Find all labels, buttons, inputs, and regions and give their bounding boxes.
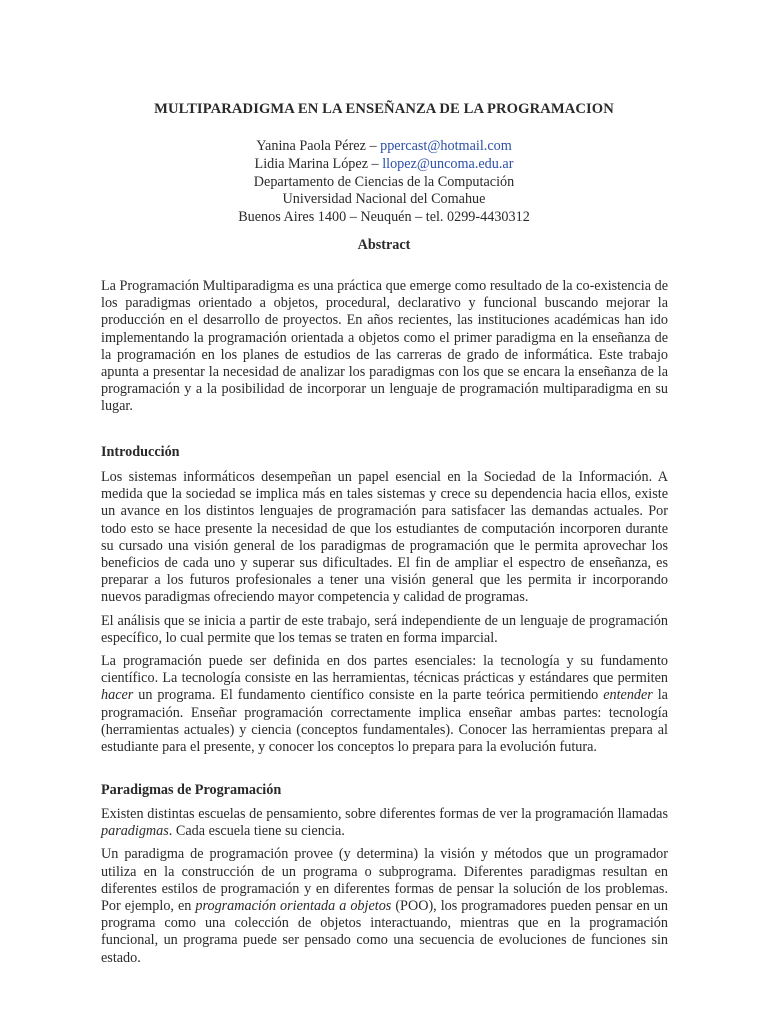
paragraph	[101, 806, 668, 840]
author-name: Yanina Paola Pérez –	[256, 138, 381, 154]
introduccion-section	[101, 469, 668, 756]
paragraph: Los sistemas informáticos desempeñan un papel esencial en la Sociedad de la Información. A medida que la sociedad se implica más en tales sistemas y crece su dependencia hacia ellos, existe un avance en los distintos lenguajes de programación para satisfacer las demandas actuales. Por todo esto se hace presente la necesidad de que los estudiantes de computación incorporen durante su cursado una visión general de los paradigmas de programación que le permita aprovechar los beneficios de cada uno y superar sus dificultades. El fin de ampliar el espectro de enseñanza, es preparar a los futuros profesionales a tener una visión general que les permita ir incorporando nuevos paradigmas ofreciendo mayor competencia y calidad de programas.	[101, 469, 668, 606]
text-run: la programación. Enseñar programación correctamente implica enseñar ambas partes: tecnología (herramientas actuales) y ciencia (conceptos fundamentales). Conocer las herramientas prepara al estudiante para el presente, y conocer los conceptos lo prepara para la evolución futura.	[101, 687, 668, 756]
author-email-link[interactable]: llopez@uncoma.edu.ar	[382, 155, 514, 172]
section-heading-introduccion: Introducción	[101, 444, 180, 460]
author-line	[0, 156, 768, 174]
text-run: . Cada escuela tiene su ciencia.	[168, 823, 345, 840]
paragraph	[101, 846, 668, 966]
author-email-link[interactable]: ppercast@hotmail.com	[380, 138, 512, 154]
paradigmas-section	[101, 806, 668, 967]
text-run: un programa. El fundamento científico consiste en la parte teórica permitiendo	[133, 687, 604, 704]
paragraph	[101, 653, 668, 756]
affiliation-university: Universidad Nacional del Comahue	[282, 191, 486, 208]
text-run: La programación puede ser definida en dos partes esenciales: la tecnología y su fundamento científico. La tecnología consiste en las herramientas, técnicas prácticas y estándares que permiten	[101, 653, 668, 687]
text-run: Un paradigma de programación provee (y determina) la visión y métodos que un programador utiliza en la construcción de un programa o subprograma. Diferentes paradigmas resultan en diferentes estilos de programación y en diferentes formas de pensar la solución de los problemas. Por ejemplo, en	[101, 846, 668, 915]
paragraph: El análisis que se inicia a partir de este trabajo, será independiente de un lenguaje de programación específico, lo cual permite que los temas se traten en forma imparcial.	[101, 612, 668, 646]
text-run: (POO), los programadores pueden pensar en un programa como una colección de objetos interactuando, mientras que en la programación funcional, un programa puede ser pensado como una secuencia de evoluciones de funciones sin estado.	[101, 898, 668, 966]
author-block	[0, 138, 768, 227]
emphasis-text: entender	[603, 687, 653, 704]
emphasis-text: paradigmas	[101, 823, 169, 840]
paper-title: MULTIPARADIGMA EN LA ENSEÑANZA DE LA PROGRAMACION	[154, 101, 614, 117]
abstract-heading: Abstract	[357, 237, 411, 253]
author-line	[0, 138, 768, 156]
abstract-paragraph: La Programación Multiparadigma es una práctica que emerge como resultado de la co-existencia de los paradigmas orientado a objetos, procedural, declarativo y funcional buscando mejorar la producción en el desarrollo de proyectos. En años recientes, las instituciones académicas han ido implementando la programación orientada a objetos como el primer paradigma en la enseñanza de la programación en los planes de estudios de las carreras de grado de informática. Este trabajo apunta a presentar la necesidad de analizar los paradigmas con los que se encara la enseñanza de la programación y a la posibilidad de incorporar un lenguaje de programación multiparadigma en su lugar.	[101, 278, 668, 415]
emphasis-text: programación orientada a objetos	[195, 898, 392, 915]
text-run: Existen distintas escuelas de pensamiento, sobre diferentes formas de ver la programación llamadas	[101, 806, 668, 822]
section-heading-paradigmas: Paradigmas de Programación	[101, 782, 282, 798]
emphasis-text: hacer	[101, 687, 134, 704]
affiliation-address: Buenos Aires 1400 – Neuquén – tel. 0299-4430312	[238, 209, 530, 226]
affiliation-department: Departamento de Ciencias de la Computación	[253, 173, 515, 190]
author-name: Lidia Marina López –	[254, 155, 383, 172]
abstract-text	[101, 278, 668, 416]
